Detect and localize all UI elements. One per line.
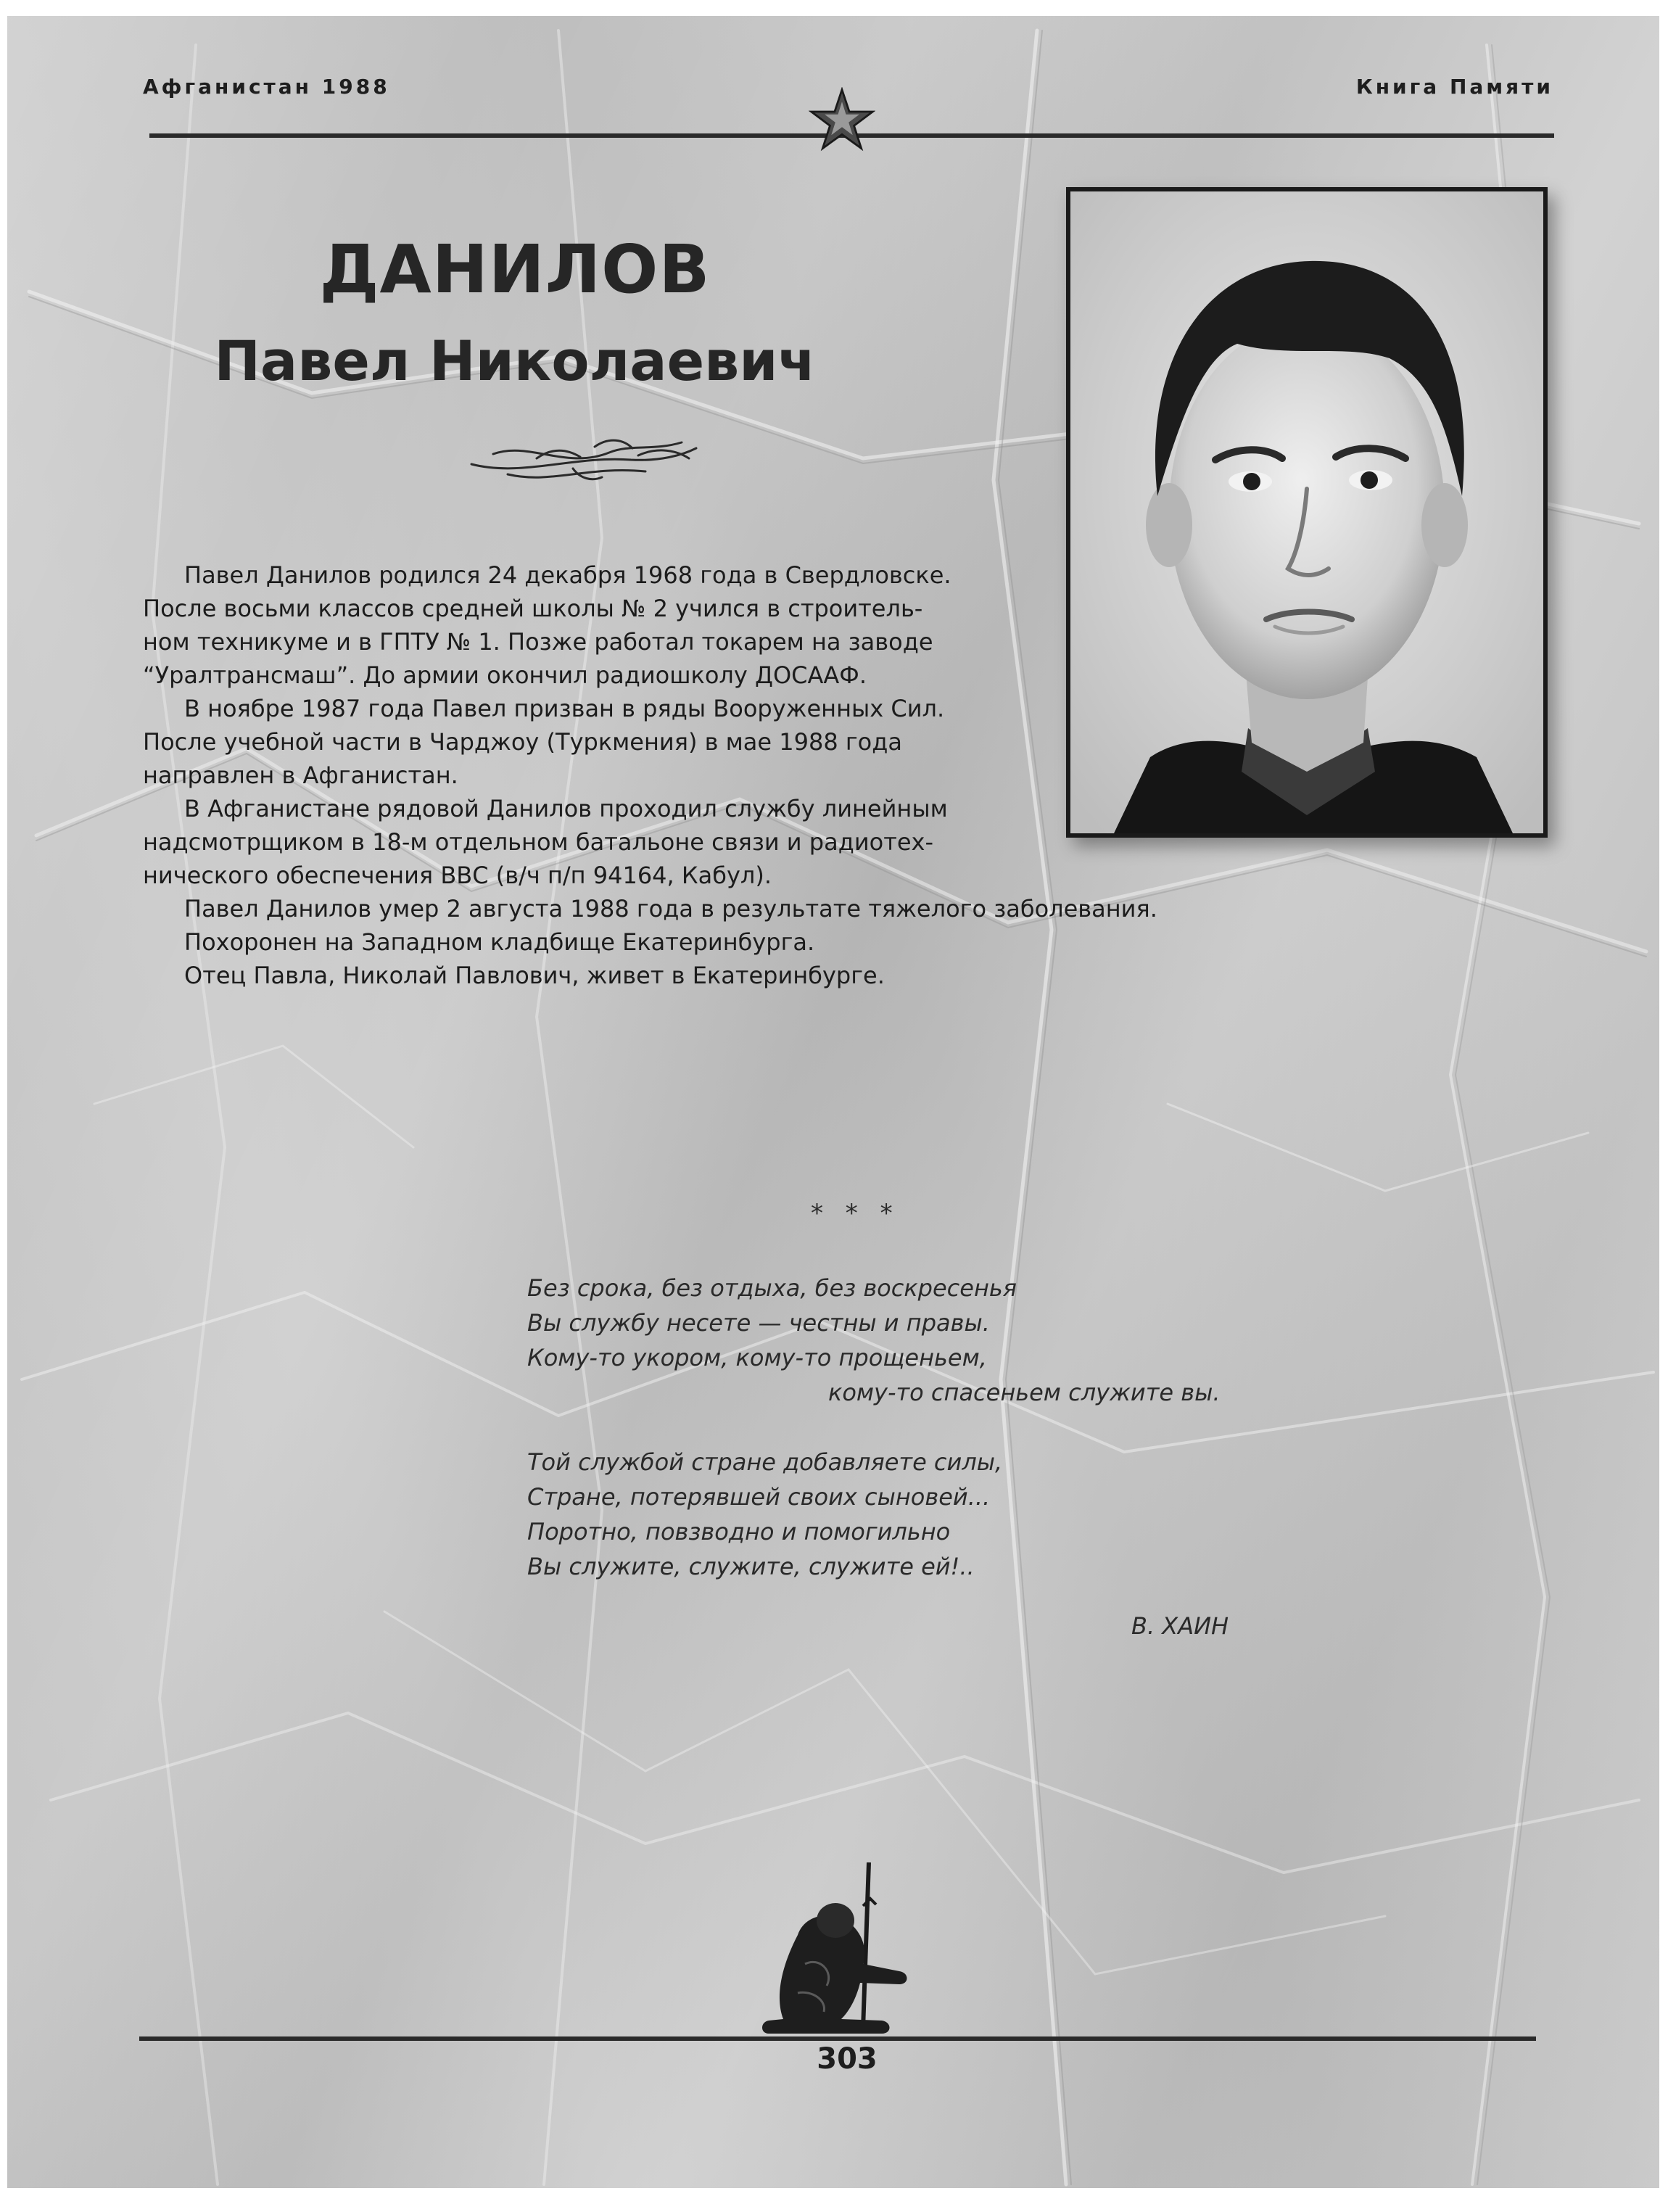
person-given-name: Павел Николаевич (214, 329, 816, 393)
footer-rule (139, 2036, 1536, 2041)
biography-text (143, 558, 1267, 992)
bio-line: ном техникуме и в ГПТУ № 1. Позже работал токарем на заводе (143, 628, 933, 656)
poem-separator: * * * (811, 1199, 900, 1228)
bio-line: Отец Павла, Николай Павлович, живет в Екатеринбурге. (184, 962, 885, 989)
poem-line: Той службой стране добавляете силы, (527, 1448, 1003, 1476)
poem-line: Вы служите, служите, служите ей!.. (527, 1553, 975, 1580)
bio-line: нического обеспечения ВВС (в/ч п/п 94164, Кабул). (143, 862, 772, 889)
person-surname: ДАНИЛОВ (319, 231, 711, 308)
bio-line: надсмотрщиком в 18-м отдельном батальоне связи и радиотех- (143, 828, 933, 856)
poem-line: Стране, потерявшей своих сыновей... (527, 1483, 991, 1511)
poem-author: В. ХАИН (1131, 1612, 1229, 1640)
header-left: Афганистан 1988 (143, 75, 390, 99)
star-emblem-icon (809, 87, 875, 154)
bio-line: В Афганистане рядовой Данилов проходил службу линейным (184, 795, 948, 822)
poem (527, 1271, 1325, 1584)
bio-line: направлен в Афганистан. (143, 762, 458, 789)
poem-line: кому-то спасеньем служите вы. (828, 1379, 1221, 1406)
stanza-gap (527, 1410, 1325, 1445)
bio-line: Похоронен на Западном кладбище Екатеринбурга. (184, 928, 815, 956)
bio-line: В ноябре 1987 года Павел призван в ряды Вооруженных Сил. (184, 695, 945, 722)
poem-line: Без срока, без отдыха, без воскресенья (527, 1274, 1017, 1302)
mourning-soldier-icon (754, 1862, 921, 2036)
flower-ornament-icon (464, 426, 703, 492)
bio-line: Павел Данилов родился 24 декабря 1968 года в Свердловске. (184, 561, 951, 589)
bio-line: После восьми классов средней школы № 2 учился в строитель- (143, 595, 923, 622)
header-right: Книга Памяти (1355, 75, 1553, 99)
bio-line: После учебной части в Чарджоу (Туркмения) в мае 1988 года (143, 728, 902, 756)
poem-line: Вы службу несете — честны и правы. (527, 1309, 990, 1337)
page-number: 303 (817, 2042, 878, 2076)
bio-line: Павел Данилов умер 2 августа 1988 года в результате тяжелого заболевания. (184, 895, 1157, 923)
bio-line: “Уралтрансмаш”. До армии окончил радиошколу ДОСААФ. (143, 661, 867, 689)
poem-line: Кому-то укором, кому-то прощеньем, (527, 1344, 987, 1371)
poem-line: Поротно, повзводно и помогильно (527, 1518, 951, 1545)
